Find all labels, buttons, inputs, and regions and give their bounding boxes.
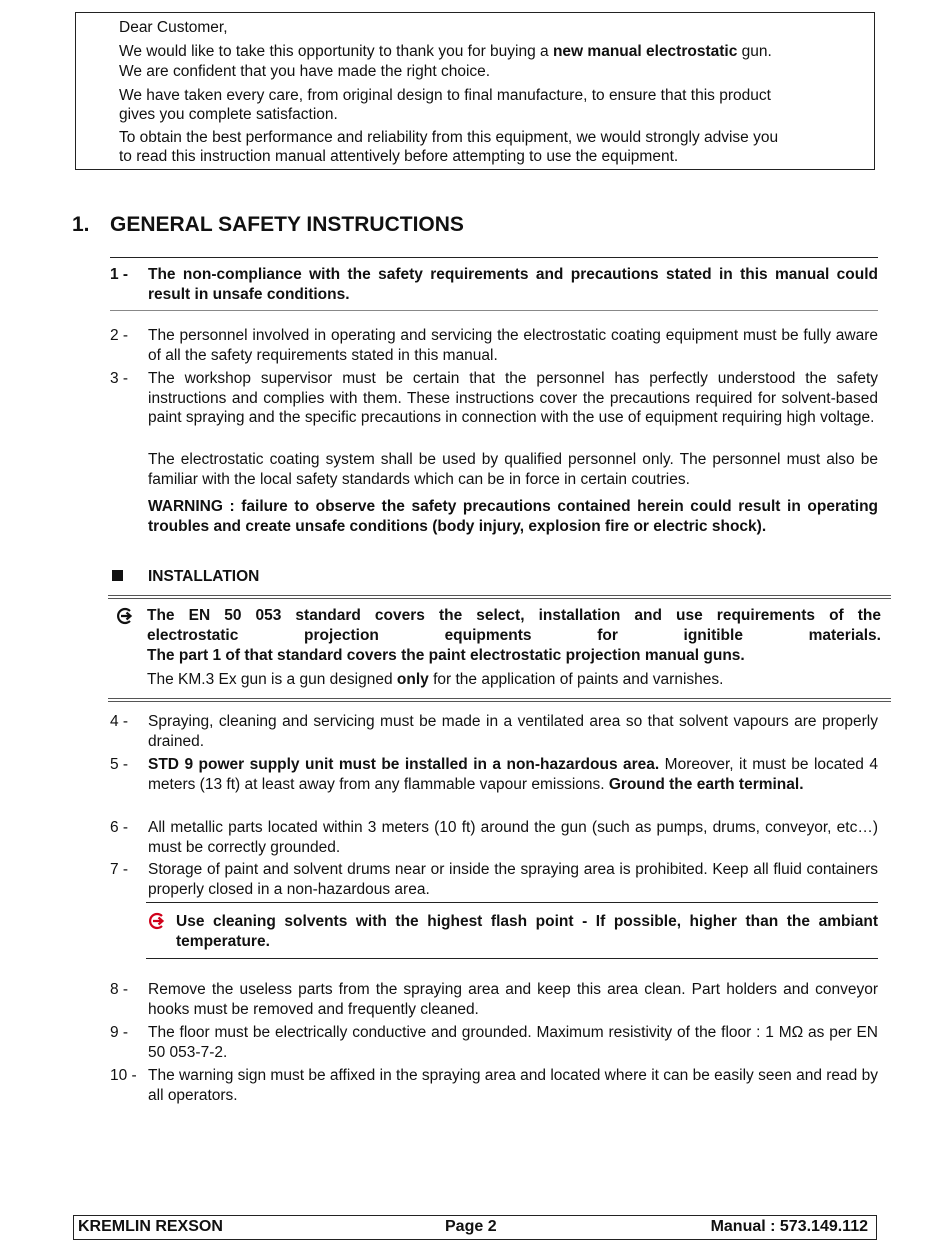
item-3-number: 3 - [110,370,129,387]
section-number: 1. [72,213,90,236]
km3-note [147,670,881,690]
item-4-text: Spraying, cleaning and servicing must be made in a ventilated area so that solvent vapours are properly drained. [148,713,878,750]
item-3-text: The workshop supervisor must be certain that the personnel has perfectly understood the safety instructions and complies with them. These instructions cover the precautions required for solvent-based paint spraying and the specific precautions in connection with the use of equipment requiring high voltage. [148,370,878,426]
km3-note-end: for the application of paints and varnishes. [428,671,724,688]
item-5-body: Moreover, it must be located 4 meters (13 ft) at least away from any flammable vapour emissions. [148,756,878,793]
item-4-number: 4 - [110,713,129,730]
item-6-number: 6 - [110,819,129,836]
intro-paragraph-1-line-2: We are confident that you have made the right choice. [119,63,491,80]
installation-heading: INSTALLATION [148,568,260,585]
intro-paragraph-2-line-2: gives you complete satisfaction. [119,106,338,123]
intro-p1-bold: new manual electrostatic [552,43,738,60]
en-standard-line-2: electrostatic projection equipments for ignitible materials. [147,627,881,644]
km3-note-text: The KM.3 Ex gun is a gun designed [147,671,397,688]
circled-arrow-icon [148,912,166,930]
item-9-number: 9 - [110,1024,129,1041]
section-title: GENERAL SAFETY INSTRUCTIONS [110,213,464,236]
rule-top-note [146,902,878,903]
item-1-text: The non-compliance with the safety requirements and precautions stated in this manual could result in unsafe conditions. [148,266,878,303]
item-3-paragraph-2: The electrostatic coating system shall be used by qualified personnel only. The personnel must also be familiar with the local safety standards which can be in force in certain coutries. [148,451,878,488]
greeting: Dear Customer, [119,19,228,36]
en-standard-line-3: The part 1 of that standard covers the paint electrostatic projection manual guns. [147,647,745,664]
en-standard-line-1: The EN 50 053 standard covers the select, installation and use requirements of the [147,607,881,624]
item-5-text [148,755,878,794]
item-5-bold-1: STD 9 power supply unit must be installed in a non-hazardous area. [148,756,660,773]
item-5-bold-2: Ground the earth terminal. [608,775,804,793]
square-bullet-icon [112,570,123,581]
intro-paragraph-1 [119,42,849,62]
item-1-number: 1 - [110,266,129,283]
item-9-text: The floor must be electrically conductive and grounded. Maximum resistivity of the floor : 1 MΩ as per EN 50 053-7-2. [148,1024,878,1061]
item-8-text: Remove the useless parts from the spraying area and keep this area clean. Part holders and conveyor hooks must be removed and frequently cleaned. [148,981,878,1018]
intro-p1-end: gun. [737,43,772,60]
intro-p1-text: We would like to take this opportunity to thank you for buying a [119,43,553,60]
cleaning-solvents-note: Use cleaning solvents with the highest flash point - If possible, higher than the ambiant temperature. [176,913,878,950]
page-footer [73,1215,877,1240]
footer-page: Page 2 [445,1218,497,1235]
rule-top-item-1 [110,257,878,258]
intro-paragraph-3: To obtain the best performance and reliability from this equipment, we would strongly advise you [119,129,779,146]
item-8-number: 8 - [110,981,129,998]
intro-paragraph-2: We have taken every care, from original design to final manufacture, to ensure that this product [119,87,771,104]
item-7-text: Storage of paint and solvent drums near or inside the spraying area is prohibited. Keep all fluid containers properly closed in a non-hazardous area. [148,861,878,898]
item-2-text: The personnel involved in operating and servicing the electrostatic coating equipment must be fully aware of all the safety requirements stated in this manual. [148,327,878,364]
intro-paragraph-3-line-2: to read this instruction manual attentively before attempting to use the equipment. [119,148,679,165]
item-5-number: 5 - [110,756,129,773]
item-7-number: 7 - [110,861,129,878]
circled-arrow-icon [116,607,134,625]
item-10-number: 10 - [110,1067,137,1084]
item-6-text: All metallic parts located within 3 meters (10 ft) around the gun (such as pumps, drums, conveyor, etc…) must be correctly grounded. [148,819,878,856]
rule-bottom-en-block [108,698,891,702]
warning-text: WARNING : failure to observe the safety precautions contained herein could result in operating troubles and create unsafe conditions (body injury, explosion fire or electric shock). [148,498,878,535]
item-2-number: 2 - [110,327,129,344]
rule-top-en-block [108,595,891,599]
footer-manual: Manual : 573.149.112 [710,1218,868,1235]
km3-note-bold: only [396,671,429,688]
rule-bottom-item-1 [110,310,878,311]
footer-company: KREMLIN REXSON [78,1218,223,1235]
rule-bottom-note [146,958,878,959]
item-10-text: The warning sign must be affixed in the spraying area and located where it can be easily seen and read by all operators. [148,1067,878,1104]
